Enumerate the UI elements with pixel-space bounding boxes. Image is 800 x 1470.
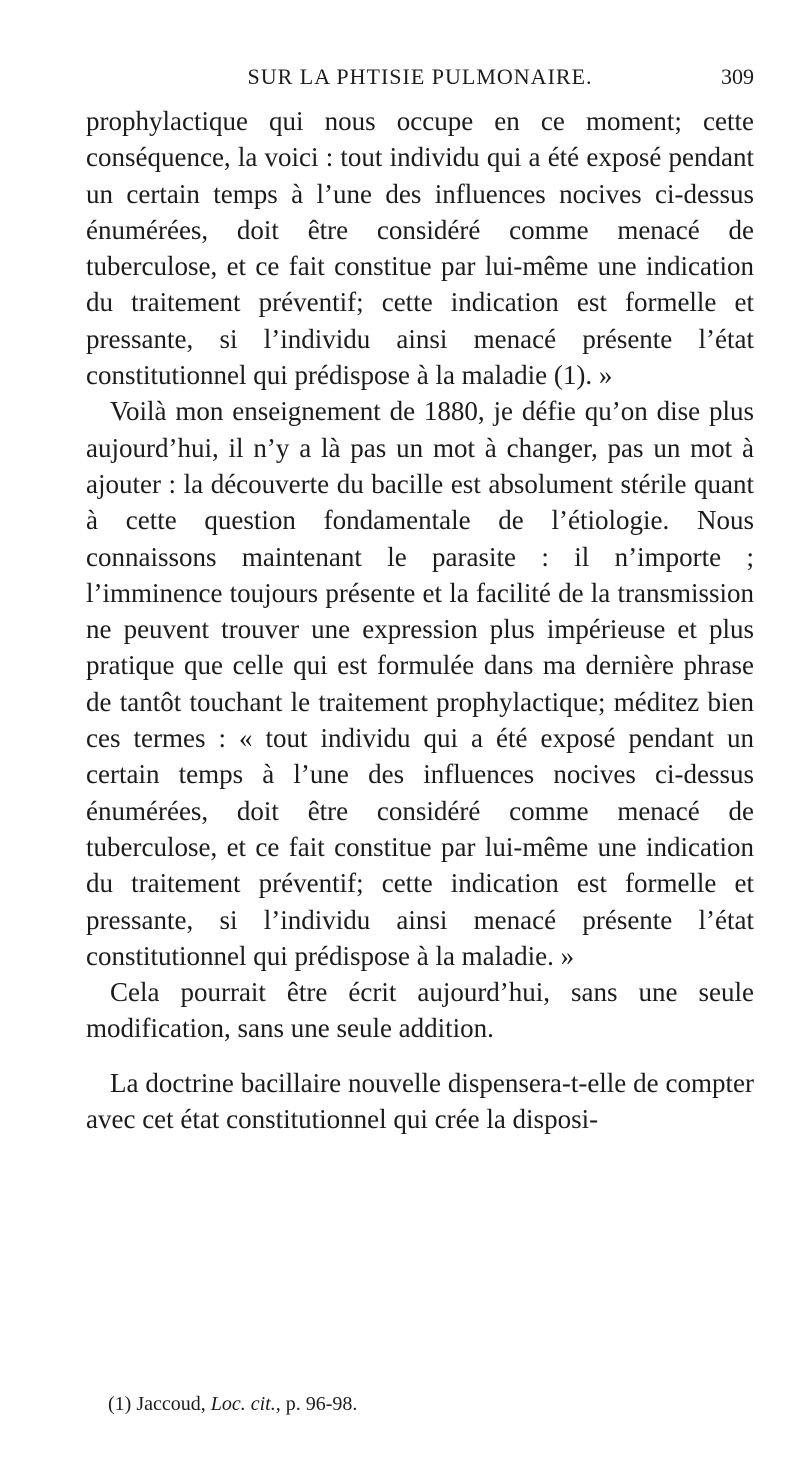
body-text bbox=[86, 103, 754, 1137]
footnote-marker: (1) bbox=[108, 1393, 132, 1415]
footnote bbox=[108, 1391, 748, 1417]
footnote-citation: Loc. cit., bbox=[210, 1393, 281, 1415]
paragraph-enseignement: Voilà mon enseignement de 1880, je défie qu’on dise plus aujourd’hui, il n’y a là pas un mot à changer, pas un mot à ajouter : la découverte du bacille est absolument stérile quant à cette question fondamentale de l’étiologie. Nous connaissons maintenant le parasite : il n’importe ; l’imminence toujours présente et la facilité de la transmission ne peuvent trouver une expression plus impérieuse et plus pratique que celle qui est formulée dans ma dernière phrase de tantôt touchant le traitement prophylactique; méditez bien ces termes : « tout individu qui a été exposé pendant un certain temps à l’une des influences nocives ci-dessus énumérées, doit être considéré comme menacé de tuberculose, et ce fait constitue par lui-même une indication du traitement préventif; cette indication est formelle et pressante, si l’individu ainsi menacé présente l’état constitutionnel qui prédispose à la maladie. » bbox=[86, 396, 754, 971]
footnote-pages: p. 96-98. bbox=[285, 1393, 358, 1415]
page-number: 309 bbox=[721, 64, 754, 89]
paragraph-continuation: prophylactique qui nous occupe en ce moment; cette conséquence, la voici : tout individu qui a été exposé pendant un certain temps à l’une des influences nocives ci-dessus énumérées, doit être considéré comme menacé de tuberculose, et ce fait constitue par lui-même une indication du traitement préventif; cette indication est formelle et pressante, si l’individu ainsi menacé présente l’état constitutionnel qui prédispose à la maladie (1). » bbox=[86, 106, 754, 391]
running-title: SUR LA PHTISIE PULMONAIRE. bbox=[247, 64, 593, 89]
paragraph-doctrine-bacillaire: La doctrine bacillaire nouvelle dispensera-t-elle de compter avec cet état constitutionnel qui crée la disposi- bbox=[86, 1067, 754, 1135]
paragraph-cela-pourrait: Cela pourrait être écrit aujourd’hui, sans une seule modification, sans une seule addition. bbox=[86, 977, 754, 1044]
page-header bbox=[86, 62, 754, 92]
footnote-author: Jaccoud, bbox=[136, 1393, 206, 1415]
